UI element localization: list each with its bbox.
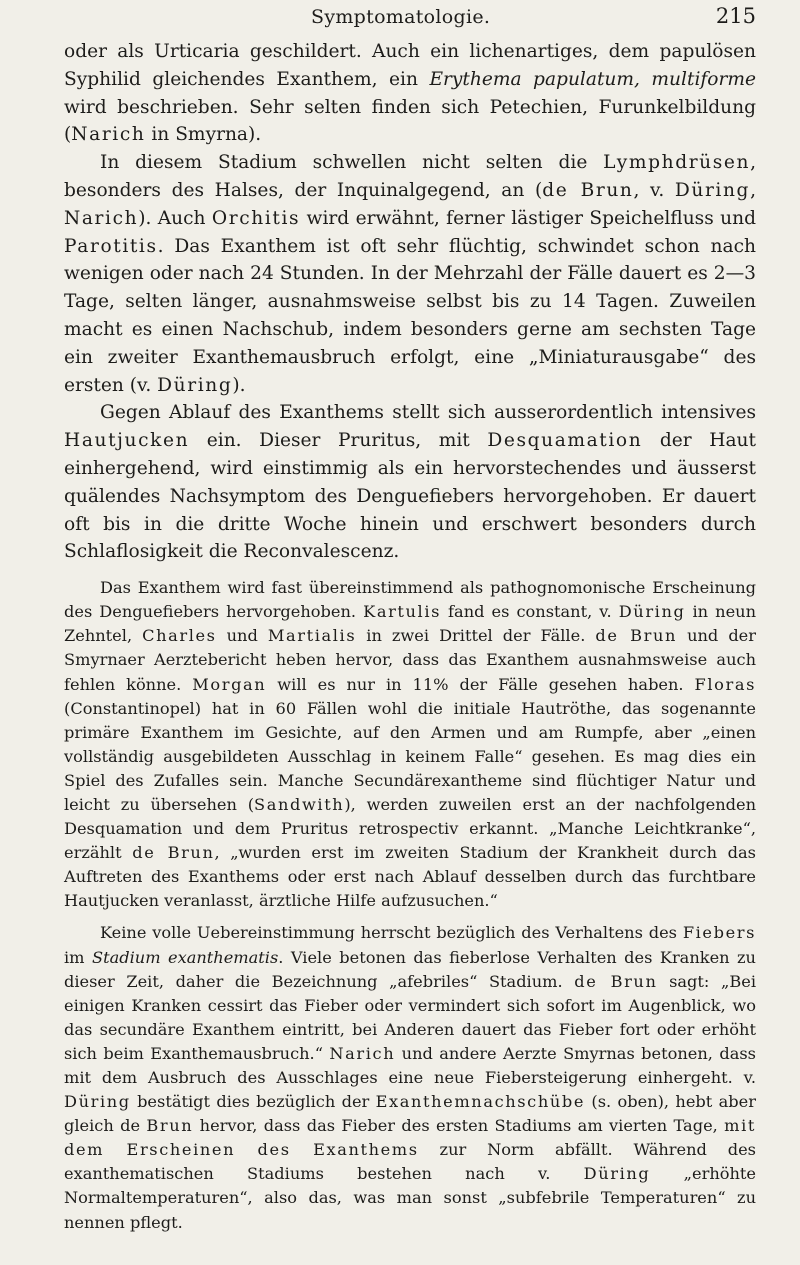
text-run: Das Exanthem wird fast übereinstimmend als pathognomonische Erscheinung des Denguefiebers hervorgehoben. <box>64 578 756 622</box>
text-run: (Constantinopel) hat in 60 Fällen wohl die initiale Hautröthe, das sogenannte primäre Exanthem im Gesichte, auf den Armen und am Rumpfe, aber „einen vollständig ausgebildeten Ausschlag in keinem Falle“ gesehen. Es mag dies ein Spiel des Zufalles sein. Manche Secundärexantheme sind flüchtiger Natur und leicht zu übersehen ( <box>64 698 756 814</box>
spaced-name: Fiebers <box>682 923 756 943</box>
spaced-name: Narich <box>64 207 139 229</box>
text-run: bestätigt dies bezüglich der <box>130 1092 376 1112</box>
text-run: oder als Urticaria geschildert. Auch ein lichenartiges, dem papulösen Syphilid gleichendes Exanthem, ein <box>64 41 756 90</box>
spaced-name: Orchitis <box>211 207 301 229</box>
spaced-name: Sandwith <box>254 794 345 814</box>
text-run: hervor, dass das Fieber des ersten Stadiums am vierten Tage, <box>193 1116 725 1136</box>
spaced-name: Hautjucken <box>64 430 190 452</box>
spaced-name: Charles <box>142 626 217 646</box>
italic-text: Stadium exanthematis <box>91 947 279 967</box>
text-run: „erhöhte Normaltemperaturen“, also das, was man sonst „subfebrile Temperaturen“ zu nennen pflegt. <box>64 1164 757 1232</box>
text-run: wird beschrieben. Sehr selten finden sich Petechien, Furunkelbildung ( <box>64 96 756 146</box>
running-head-title: Symptomatologie. <box>311 6 491 28</box>
text-run: , <box>750 179 756 201</box>
text-run: , v. <box>633 179 675 201</box>
text-run: der Haut einhergehend, wird einstimmig als ein hervorstechendes und äusserst quälendes Nachsymptom des Denguefiebers hervorgehoben. Er dauert oft bis in die dritte Woche hinein und erschwert besonders durch Schlaflosigkeit die Reconvalescenz. <box>64 430 756 563</box>
text-run: im <box>64 947 92 967</box>
spaced-name: Düring <box>157 374 233 396</box>
spaced-name: Narich <box>329 1043 396 1063</box>
spaced-name: Düring <box>583 1164 651 1184</box>
spaced-name: de Brun <box>574 971 658 991</box>
spaced-name: Lymphdrüsen <box>603 152 751 174</box>
text-run: , besonders des Halses, der Inquinalgegend, an ( <box>64 152 756 201</box>
text-run: (s. oben), hebt aber gleich de <box>64 1092 756 1136</box>
text-run: und <box>216 626 268 646</box>
paragraph <box>64 149 756 399</box>
text-run: , „wurden erst im zweiten Stadium der Krankheit durch das Auftreten des Exanthems oder erst nach Ablauf desselben durch das furchtbare Hautjucken veranlasst, ärztliche Hilfe aufzusuchen.“ <box>64 843 756 911</box>
text-run: Gegen Ablauf des Exanthems stellt sich ausserordentlich intensives <box>100 402 756 424</box>
spaced-name: Morgan <box>192 674 267 694</box>
text-run: Keine volle Uebereinstimmung herrscht bezüglich des Verhaltens des <box>100 923 683 943</box>
text-run: in Smyrna). <box>145 124 262 146</box>
text-run: will es nur in 11% der Fälle gesehen haben. <box>266 674 695 694</box>
text-run: fand es constant, v. <box>441 602 619 622</box>
spaced-name: de Brun <box>595 626 678 646</box>
spaced-name: de Brun <box>132 843 215 863</box>
text-run: wird erwähnt, ferner lästiger Speichelfluss und <box>300 207 757 229</box>
spaced-name: Düring <box>64 1092 131 1112</box>
paragraph <box>64 38 756 149</box>
text-run: zur Norm abfällt. Während des exanthematischen Stadiums bestehen nach v. <box>64 1140 756 1184</box>
spaced-name: Parotitis <box>64 235 158 257</box>
spaced-name: mit dem Erscheinen des Exanthems <box>64 1116 756 1160</box>
text-run: und andere Aerzte Smyrnas betonen, dass mit dem Ausbruch des Ausschlages eine neue Fiebersteigerung einhergeht. v. <box>64 1043 756 1088</box>
body-text <box>64 38 756 1235</box>
text-run: In diesem Stadium schwellen nicht selten die <box>100 152 604 174</box>
spaced-name: Narich <box>71 124 146 146</box>
page-number: 215 <box>715 4 756 28</box>
spaced-name: Martialis <box>267 626 357 646</box>
spaced-name: Desquamation <box>487 430 643 452</box>
text-run: ). Auch <box>138 207 212 229</box>
text-run: und der Smyrnaer Aerztebericht heben hervor, dass das Exanthem ausnahmsweise auch fehlen könne. <box>64 626 757 694</box>
text-run: sagt: „Bei einigen Kranken cessirt das Fieber oder vermindert sich sofort im Augenblick, wo das secundäre Exanthem eintritt, bei Anderen dauert das Fieber fort oder erhöht sich beim Exanthemausbruch.“ <box>64 971 757 1063</box>
spaced-name: Brun <box>146 1116 194 1136</box>
spaced-name: Kartulis <box>363 602 441 622</box>
text-run: in zwei Drittel der Fälle. <box>356 626 596 646</box>
text-run: ein. Dieser Pruritus, mit <box>189 430 488 452</box>
paragraph <box>64 921 756 1234</box>
paragraph <box>64 576 756 913</box>
spaced-name: Floras <box>694 674 756 694</box>
italic-text: Erythema papulatum, multiforme <box>429 68 756 90</box>
spaced-name: Düring <box>674 179 751 201</box>
paragraph <box>64 399 756 566</box>
spaced-name: Düring <box>618 602 686 622</box>
text-run: ). <box>232 374 246 396</box>
text-run: . Viele betonen das fieberlose Verhalten des Kranken zu dieser Zeit, daher die Bezeichnung „afebriles“ Stadium. <box>64 947 756 991</box>
spaced-name: de Brun <box>542 179 634 201</box>
spaced-name: Exanthemnachschübe <box>375 1092 586 1112</box>
text-run: ), werden zuweilen erst an der nachfolgenden Desquamation und dem Pruritus retrospectiv erkannt. „Manche Leichtkranke“, erzählt <box>64 794 756 863</box>
text-run: in neun Zehntel, <box>64 602 756 646</box>
text-run: . Das Exanthem ist oft sehr flüchtig, schwindet schon nach wenigen oder nach 24 Stunden. In der Mehrzahl der Fälle dauert es 2—3 Tage, selten länger, ausnahmsweise selbst bis zu 14 Tagen. Zuweilen macht es einen Nachschub, indem besonders gerne am sechsten Tage ein zweiter Exanthemausbruch erfolgt, eine „Miniaturausgabe“ des ersten (v. <box>64 235 756 396</box>
